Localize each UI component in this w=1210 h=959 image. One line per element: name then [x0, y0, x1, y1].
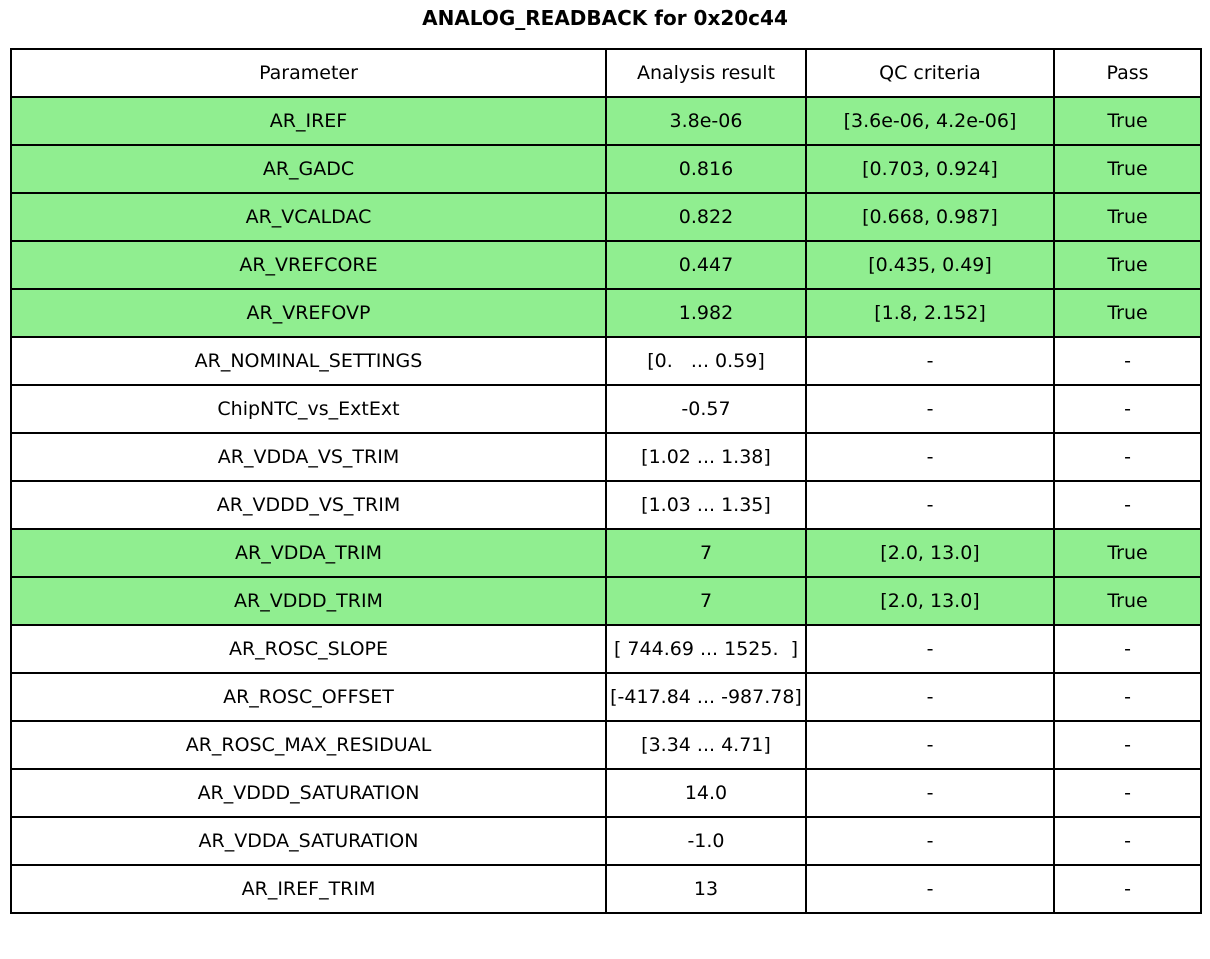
- cell-analysis-result: 7: [606, 529, 806, 577]
- cell-analysis-result: [-417.84 ... -987.78]: [606, 673, 806, 721]
- cell-parameter: AR_ROSC_OFFSET: [11, 673, 606, 721]
- cell-qc-criteria: [3.6e-06, 4.2e-06]: [806, 97, 1054, 145]
- cell-pass: True: [1054, 97, 1201, 145]
- cell-parameter: AR_ROSC_MAX_RESIDUAL: [11, 721, 606, 769]
- cell-qc-criteria: [2.0, 13.0]: [806, 529, 1054, 577]
- cell-pass: -: [1054, 385, 1201, 433]
- cell-analysis-result: 3.8e-06: [606, 97, 806, 145]
- header-row: [11, 49, 1201, 97]
- cell-qc-criteria: -: [806, 769, 1054, 817]
- page-title: ANALOG_READBACK for 0x20c44: [422, 6, 788, 30]
- cell-parameter: ChipNTC_vs_ExtExt: [11, 385, 606, 433]
- col-header-qc-criteria: QC criteria: [806, 49, 1054, 97]
- cell-pass: -: [1054, 817, 1201, 865]
- table-row: [11, 865, 1201, 913]
- col-header-parameter: Parameter: [11, 49, 606, 97]
- cell-parameter: AR_VDDD_TRIM: [11, 577, 606, 625]
- cell-qc-criteria: [0.435, 0.49]: [806, 241, 1054, 289]
- cell-analysis-result: [1.03 ... 1.35]: [606, 481, 806, 529]
- table-row: [11, 385, 1201, 433]
- cell-pass: True: [1054, 289, 1201, 337]
- cell-pass: True: [1054, 577, 1201, 625]
- cell-pass: -: [1054, 721, 1201, 769]
- cell-pass: -: [1054, 337, 1201, 385]
- cell-pass: True: [1054, 145, 1201, 193]
- table-row: [11, 673, 1201, 721]
- cell-pass: -: [1054, 673, 1201, 721]
- table-row: [11, 769, 1201, 817]
- cell-pass: -: [1054, 481, 1201, 529]
- cell-qc-criteria: -: [806, 433, 1054, 481]
- cell-pass: -: [1054, 865, 1201, 913]
- cell-qc-criteria: [0.703, 0.924]: [806, 145, 1054, 193]
- cell-parameter: AR_ROSC_SLOPE: [11, 625, 606, 673]
- cell-analysis-result: [1.02 ... 1.38]: [606, 433, 806, 481]
- cell-analysis-result: -1.0: [606, 817, 806, 865]
- cell-analysis-result: 0.447: [606, 241, 806, 289]
- table-row: [11, 97, 1201, 145]
- col-header-pass: Pass: [1054, 49, 1201, 97]
- cell-analysis-result: -0.57: [606, 385, 806, 433]
- cell-analysis-result: [ 744.69 ... 1525. ]: [606, 625, 806, 673]
- cell-pass: True: [1054, 241, 1201, 289]
- table-row: [11, 577, 1201, 625]
- cell-qc-criteria: -: [806, 817, 1054, 865]
- cell-qc-criteria: [2.0, 13.0]: [806, 577, 1054, 625]
- cell-pass: -: [1054, 769, 1201, 817]
- table-row: [11, 289, 1201, 337]
- table-header: [11, 49, 1201, 97]
- cell-qc-criteria: -: [806, 865, 1054, 913]
- cell-qc-criteria: -: [806, 673, 1054, 721]
- table-row: [11, 817, 1201, 865]
- table-row: [11, 433, 1201, 481]
- table-row: [11, 145, 1201, 193]
- col-header-analysis-result: Analysis result: [606, 49, 806, 97]
- table-row: [11, 721, 1201, 769]
- table-row: [11, 481, 1201, 529]
- cell-parameter: AR_VCALDAC: [11, 193, 606, 241]
- cell-analysis-result: 7: [606, 577, 806, 625]
- cell-parameter: AR_VDDD_SATURATION: [11, 769, 606, 817]
- cell-parameter: AR_VDDA_TRIM: [11, 529, 606, 577]
- cell-parameter: AR_IREF: [11, 97, 606, 145]
- cell-parameter: AR_IREF_TRIM: [11, 865, 606, 913]
- cell-pass: True: [1054, 193, 1201, 241]
- cell-analysis-result: 1.982: [606, 289, 806, 337]
- table-row: [11, 241, 1201, 289]
- cell-parameter: AR_VDDA_VS_TRIM: [11, 433, 606, 481]
- table-row: [11, 625, 1201, 673]
- cell-parameter: AR_VDDA_SATURATION: [11, 817, 606, 865]
- cell-qc-criteria: -: [806, 721, 1054, 769]
- cell-pass: -: [1054, 625, 1201, 673]
- cell-analysis-result: 14.0: [606, 769, 806, 817]
- cell-parameter: AR_VREFOVP: [11, 289, 606, 337]
- cell-qc-criteria: [1.8, 2.152]: [806, 289, 1054, 337]
- cell-analysis-result: [3.34 ... 4.71]: [606, 721, 806, 769]
- cell-pass: -: [1054, 433, 1201, 481]
- table-row: [11, 193, 1201, 241]
- cell-parameter: AR_NOMINAL_SETTINGS: [11, 337, 606, 385]
- cell-pass: True: [1054, 529, 1201, 577]
- cell-analysis-result: 13: [606, 865, 806, 913]
- table-body: [11, 97, 1201, 913]
- cell-analysis-result: [0. ... 0.59]: [606, 337, 806, 385]
- cell-analysis-result: 0.822: [606, 193, 806, 241]
- cell-parameter: AR_VREFCORE: [11, 241, 606, 289]
- cell-qc-criteria: -: [806, 625, 1054, 673]
- cell-qc-criteria: -: [806, 337, 1054, 385]
- table-row: [11, 529, 1201, 577]
- cell-parameter: AR_GADC: [11, 145, 606, 193]
- cell-qc-criteria: -: [806, 385, 1054, 433]
- analog-readback-table: [10, 48, 1202, 914]
- table-row: [11, 337, 1201, 385]
- cell-qc-criteria: [0.668, 0.987]: [806, 193, 1054, 241]
- cell-parameter: AR_VDDD_VS_TRIM: [11, 481, 606, 529]
- cell-analysis-result: 0.816: [606, 145, 806, 193]
- cell-qc-criteria: -: [806, 481, 1054, 529]
